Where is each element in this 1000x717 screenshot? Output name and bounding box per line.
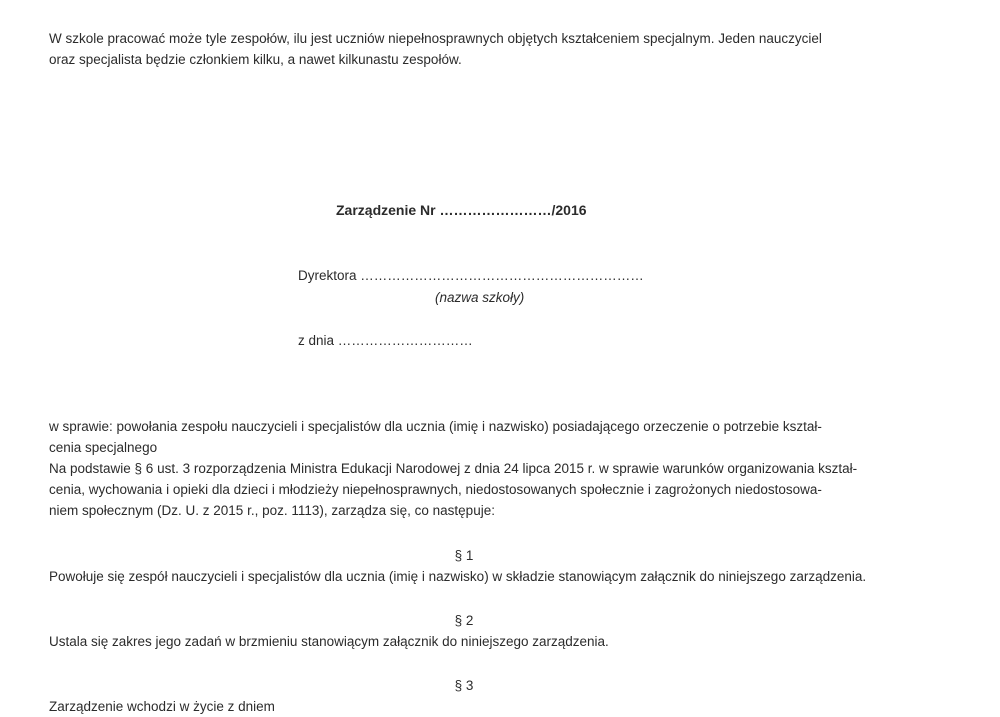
basis-line-1: Na podstawie § 6 ust. 3 rozporządzenia Ministra Edukacji Narodowej z dnia 24 lipca 2015 r. w sprawie warunków organizowania kształ-: [49, 461, 858, 476]
basis-line-2: cenia, wychowania i opieki dla dzieci i młodzieży niepełnosprawnych, niedostosowanych społecznie i zagrożonych niedostosowa-: [49, 482, 822, 497]
section-symbol: § 1: [454, 548, 474, 563]
section-symbol: § 2: [454, 613, 474, 628]
section-3: [49, 675, 879, 717]
basis-line-3: niem społecznym (Dz. U. z 2015 r., poz. 1113), zarządza się, co następuje:: [49, 503, 495, 518]
section-1: [49, 545, 879, 587]
section-text: Zarządzenie wchodzi w życie z dniem: [49, 699, 275, 714]
section-symbol: § 3: [454, 678, 474, 693]
order-title: Zarządzenie Nr ……………………/2016: [336, 202, 587, 218]
section-text: Ustala się zakres jego zadań w brzmieniu stanowiącym załącznik do niniejszego zarządzenia.: [49, 634, 609, 649]
date-line: z dnia …………………………: [298, 333, 473, 348]
section-2: [49, 610, 879, 652]
intro-paragraph: [49, 28, 879, 70]
subject-line-1: w sprawie: powołania zespołu nauczycieli i specjalistów dla ucznia (imię i nazwisko) posiadającego orzeczenie o potrzebie kształ-: [49, 419, 822, 434]
order-body: [49, 416, 879, 521]
school-name-hint: (nazwa szkoły): [435, 290, 525, 305]
director-line: Dyrektora ………………………………………………………: [298, 268, 644, 283]
intro-line-2: oraz specjalista będzie członkiem kilku, a nawet kilkunastu zespołów.: [49, 52, 462, 67]
section-text: Powołuje się zespół nauczycieli i specjalistów dla ucznia (imię i nazwisko) w składzie stanowiącym załącznik do niniejszego zarządzenia.: [49, 569, 867, 584]
intro-line-1: W szkole pracować może tyle zespołów, ilu jest uczniów niepełnosprawnych objętych kształceniem specjalnym. Jeden nauczyciel: [49, 31, 822, 46]
subject-line-2: cenia specjalnego: [49, 440, 158, 455]
